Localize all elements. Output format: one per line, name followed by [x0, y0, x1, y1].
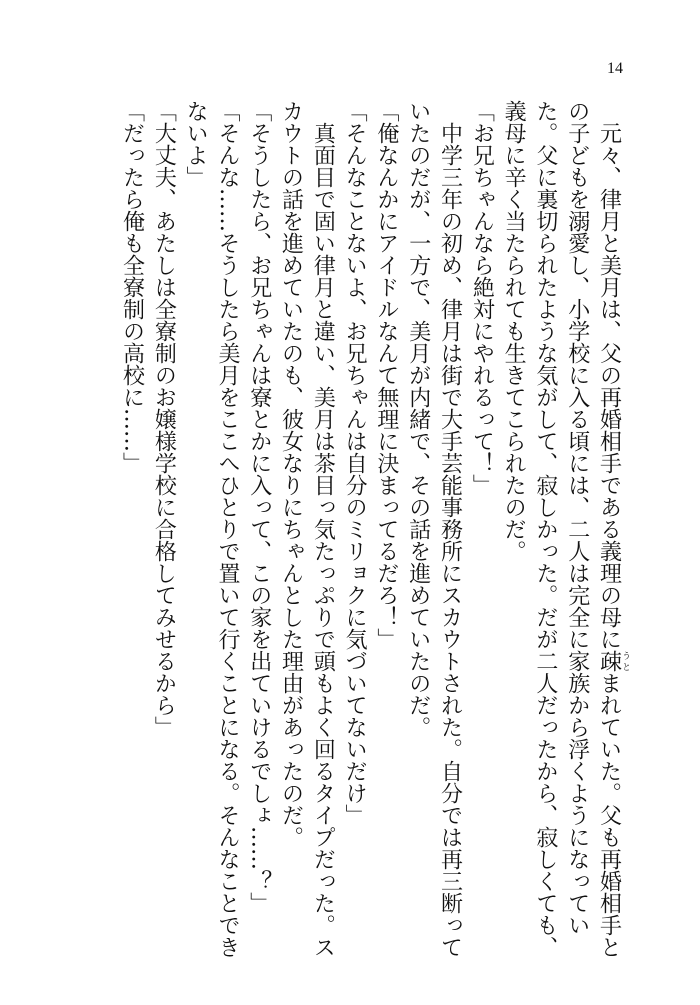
paragraph-8: 「そんな……そうしたら美月をここへひとりで置いて行くことになる。そんなことできないよ」	[183, 100, 240, 958]
paragraph-6: 真面目で固い律月と違い、美月は茶目っ気たっぷりで頭もよく回るタイプだった。スカウトの話を進めていたのも、彼女なりにちゃんとした理由があったのだ。	[278, 100, 336, 958]
page-number: 14	[607, 60, 623, 77]
novel-text-body	[116, 100, 630, 970]
paragraph-9: 「大丈夫、あたしは全寮制のお嬢様学校に合格してみせるから」	[151, 100, 177, 738]
paragraph-7: 「そうしたら、お兄ちゃんは寮とかに入って、この家を出ていけるでしょ……？」	[246, 100, 272, 914]
paragraph-1-part-a: 元々、律月と美月は、父の再婚相手である義理の母に	[596, 122, 622, 650]
paragraph-2: 「お兄ちゃんなら絶対にやれるって！」	[469, 100, 495, 496]
paragraph-1-part-b: まれていた。父も再婚相手との子どもを溺愛し、小学校に入る頃には、二人は完全に家族から浮くようになっていた。父に裏切られたような気がして、寂しかった。だが二人だったから、寂しくても、義母に辛く当たられても生きてこられたのだ。	[501, 100, 622, 958]
ruby-utomareru: 疎うと	[596, 650, 630, 672]
paragraph-1	[497, 100, 630, 970]
paragraph-10: 「だったら俺も全寮制の高校に……」	[119, 100, 145, 474]
paragraph-5: 「そんなことないよ、お兄ちゃんは自分のミリョクに気づいてないだけ」	[342, 100, 368, 826]
paragraph-4: 「俺なんかにアイドルなんて無理に決まってるだろ！」	[373, 100, 399, 650]
paragraph-3: 中学三年の初め、律月は街で大手芸能事務所にスカウトされた。自分では再三断っていたのだが、一方で、美月が内緒で、その話を進めていたのだ。	[405, 100, 463, 958]
